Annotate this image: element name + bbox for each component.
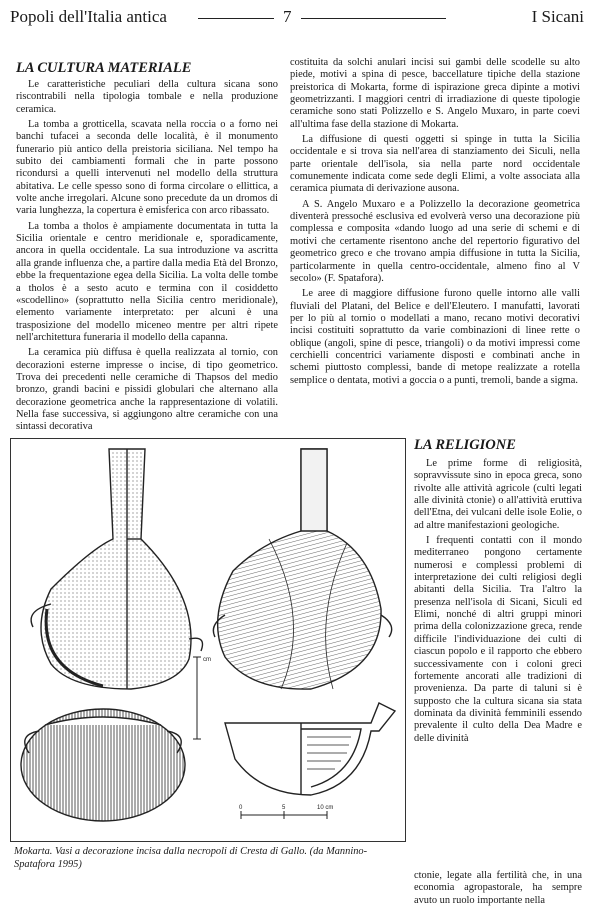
scale-bar-bottom xyxy=(241,811,327,819)
scale-five: 5 xyxy=(282,805,286,811)
vase-bowl-section xyxy=(225,703,395,795)
vases-drawing xyxy=(11,439,407,843)
column-left xyxy=(16,60,278,437)
vase-flask-section xyxy=(31,449,202,689)
scale-label-bottom: 10 cm xyxy=(317,805,334,811)
header-chapter-title: I Sicani xyxy=(531,7,584,26)
paragraph: costituita da solchi anulari incisi sui gambi delle scodelle su alto piede, motivi a spina di pesce, baccellature tipiche della stazione preistorica di Mokarta, forme di ispirazione greca dipinte a motivi geometrizzanti. I maggiori centri di irradiazione di queste tipologie ceramiche sono stati Polizzello e S. Angelo Muxaro, in parte coevi all'ultima fase della stazione di Mokarta. xyxy=(290,57,580,130)
continuation-text: ctonie, legate alla fertilità che, in una economia agropastorale, ha sempre avuto un ruolo importante nella xyxy=(414,870,582,906)
header-rule-left xyxy=(198,18,274,19)
scale-label-top: cm xyxy=(203,657,211,663)
scale-bar-top xyxy=(193,657,201,739)
paragraph: La ceramica più diffusa è quella realizzata al tornio, con decorazioni esterne impresse o incise, di tipo geometrico. Trova dei precedenti nelle ceramiche di Thapsos del medio bronzo, grandi bacini e pissidi globulari che alternano alla decorazione geometrica anche la rappresentazione di volatili. Nella fase successiva, si aggiungono altre ceramiche con una sintassi decorativa xyxy=(16,347,278,433)
header-rule-right xyxy=(301,18,446,19)
vase-flask-decorated xyxy=(213,449,391,689)
paragraph: La tomba a tholos è ampiamente documentata in tutta la Sicilia orientale e centro meridionale e, sporadicamente, ancora in quella occidentale. La sua introduzione va ascritta alla grande influenza che, a partire dalla media Età del Bronzo, ebbe la frequentazione egea della Sicilia. La volta delle tombe a tholos è a sesto acuto e termina con il cosiddetto «scodellino» (soprattutto nella Sicilia centro meridionale), elemento variamente interpretato: per alcuni è una trasposizione del modello miceneo mentre per altri ripete nell'architettura funeraria il modello della capanna. xyxy=(16,220,278,343)
paragraph: Le caratteristiche peculiari della cultura sicana sono riscontrabili nella tipologia tombale e nella produzione ceramica. xyxy=(16,79,278,115)
figure-caption: Mokarta. Vasi a decorazione incisa dalla necropoli di Cresta di Gallo. (da Mannino-Spatafora 1995) xyxy=(14,846,368,870)
paragraph: A S. Angelo Muxaro e a Polizzello la decorazione geometrica diventerà pressoché esclusiva ed evolverà verso una decorazione più complessa e composita «dando luogo ad una serie di schemi e di motivi che certamente risentono anche del repertorio figurativo del geometrico greco e che trovano ampia diffusione in tutta la Sicilia, particolarmente in quella centro-occidentale, almeno fino al V secolo» (F. Spatafora). xyxy=(290,198,580,284)
paragraph: La diffusione di questi oggetti si spinge in tutta la Sicilia occidentale e si trova sia nell'area di stanziamento dei Siculi, nella parte orientale dell'isola, sia nella parte nord occidentale comunemente indicata come sede degli Elimi, a volte associata alla ceramica piumata di derivazione ausona. xyxy=(290,134,580,195)
section-title-religione: LA RELIGIONE xyxy=(414,437,516,453)
paragraph: La tomba a grotticella, scavata nella roccia o a forno nei banchi tufacei a seconda delle località, è il monumento funerario più antico della preistoria siciliana. Nel tempo ha subito dei cambiamenti formali che in parte possono ricondursi a quelli intervenuti nel modello della struttura abitativa. Le celle spesso sono di forma circolare o ellittica, a volte anche irregolari. Alcune sono precedute da un dromos di varia lunghezza, la copertura è emisferica con arco ribassato. xyxy=(16,119,278,217)
page-number: 7 xyxy=(283,7,292,26)
running-header xyxy=(10,7,584,29)
vase-globular-ribbed xyxy=(21,709,185,821)
paragraph: Le aree di maggiore diffusione furono quelle intorno alle valli fluviali del Platani, del Belice e dell'Eleutero. I manufatti, lavorati per lo più al tornio o modellati a mano, recano motivi decorativi incisi costituiti soprattutto da varie combinazioni di linee rette o oblique (angoli, spine di pesce, triangoli) o da motivi impressi come cerchielli concentrici variamente disposti e combinati anche in schemi piuttosto complessi, bande di metope realizzate a rotella semplice o dentata, motivi a goccia o a punti, tremoli, bande a sigma. xyxy=(290,288,580,386)
column-religione xyxy=(414,458,582,748)
column-right xyxy=(290,57,580,390)
paragraph: I frequenti contatti con il mondo mediterraneo pongono certamente numerosi e complessi problemi di interpretazione dei culti religiosi degli abitanti della Sicilia. Tra l'altro la presenza nell'isola di Sicani, Siculi ed Elimi, nonché di altri gruppi minori prima della colonizzazione greca, rende difficile l'individuazione dei culti di ciascun popolo e il rapporto che ebbero successivamente con i coloni greci fortemente ancorati alle tradizioni di provenienza. Da parte di taluni si è supposto che la cultura sicana sia stata dominata da divinità femminili essendo prevalente il culto della Dea Madre e delle divinità xyxy=(414,535,582,744)
figure-vases xyxy=(10,438,406,842)
scale-zero: 0 xyxy=(239,805,243,811)
header-book-title: Popoli dell'Italia antica xyxy=(10,7,167,26)
section-title-cultura-materiale: LA CULTURA MATERIALE xyxy=(16,60,192,76)
paragraph: Le prime forme di religiosità, sopravvissute sino in epoca greca, sono rivolte alle attività agricole (culti legati alle divinità ctonie) o all'attività eruttiva dell'Etna, dei vulcani delle isole Eolie, o ad altre manifestazioni geologiche. xyxy=(414,458,582,531)
